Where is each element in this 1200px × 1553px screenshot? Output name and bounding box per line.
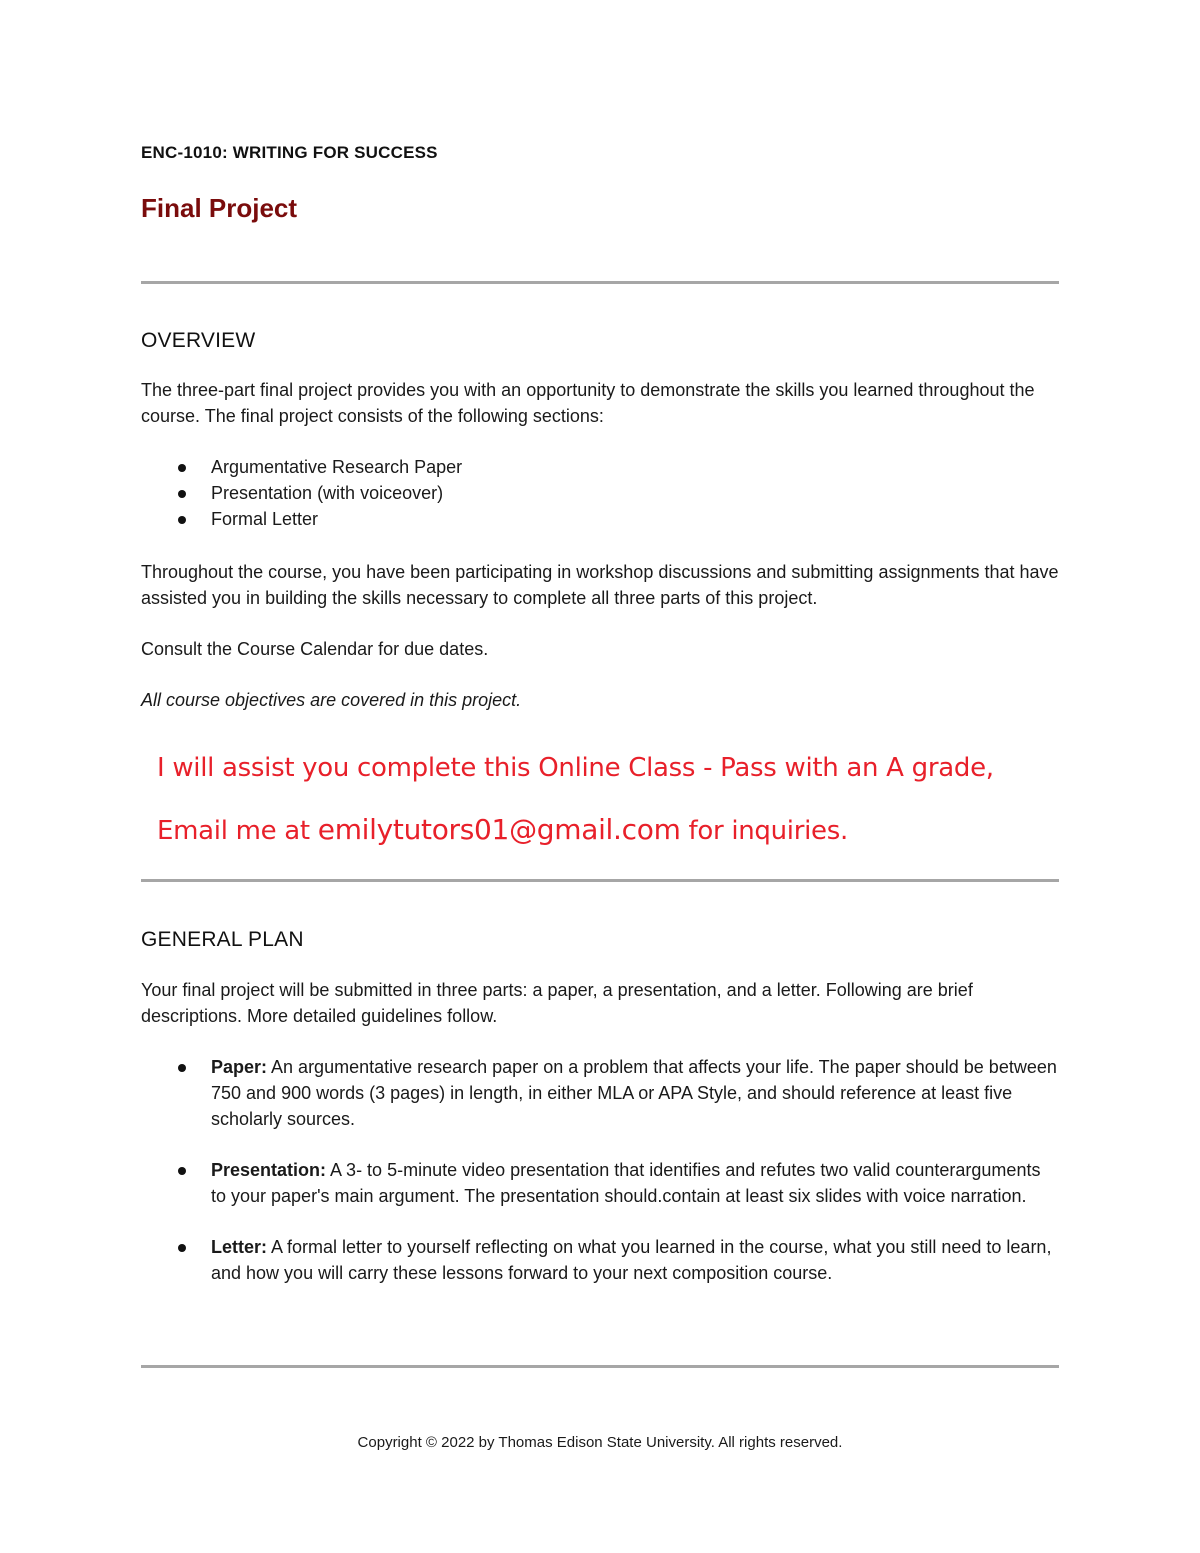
document-title: Final Project bbox=[141, 193, 298, 223]
bullet-icon bbox=[178, 1167, 186, 1175]
list-item-text: A formal letter to yourself reflecting on what you learned in the course, what you still need to learn, and how you will carry these lessons forward to your next composition course. bbox=[211, 1237, 1052, 1283]
list-item-term: Letter: bbox=[211, 1237, 268, 1257]
promo-line-2 bbox=[157, 813, 848, 846]
list-item bbox=[141, 454, 1059, 480]
overview-heading: OVERVIEW bbox=[141, 329, 256, 352]
overview-paragraph-3: Consult the Course Calendar for due dates. bbox=[141, 639, 489, 659]
promo-prefix: Email me at bbox=[157, 816, 318, 846]
promo-line-1: I will assist you complete this Online Class - Pass with an A grade, bbox=[157, 753, 994, 783]
copyright-notice: Copyright © 2022 by Thomas Edison State University. All rights reserved. bbox=[357, 1434, 843, 1451]
list-item bbox=[141, 1054, 1059, 1132]
list-item-text: Formal Letter bbox=[211, 509, 319, 529]
overview-section-list bbox=[141, 454, 1059, 532]
divider-rule bbox=[141, 281, 1059, 284]
list-item bbox=[141, 1157, 1059, 1209]
overview-paragraph-2: Throughout the course, you have been participating in workshop discussions and submitting assignments that have assisted you in building the skills necessary to complete all three parts of this project. bbox=[141, 562, 1059, 608]
general-plan-intro: Your final project will be submitted in three parts: a paper, a presentation, and a letter. Following are brief descriptions. More detailed guidelines follow. bbox=[141, 980, 973, 1026]
list-item-term: Presentation: bbox=[211, 1160, 327, 1180]
bullet-icon bbox=[178, 516, 186, 524]
list-item-text: An argumentative research paper on a problem that affects your life. The paper should be between 750 and 900 words (3 pages) in length, in either MLA or APA Style, and should reference at least five scholarly sources. bbox=[211, 1057, 1057, 1129]
overview-paragraph-4: All course objectives are covered in this project. bbox=[141, 690, 522, 710]
general-plan-list bbox=[141, 1054, 1059, 1311]
bullet-icon bbox=[178, 464, 186, 472]
general-plan-heading: GENERAL PLAN bbox=[141, 928, 304, 951]
divider-rule bbox=[141, 879, 1059, 882]
bullet-icon bbox=[178, 1064, 186, 1072]
list-item-text: Presentation (with voiceover) bbox=[211, 483, 444, 503]
overview-intro: The three-part final project provides you with an opportunity to demonstrate the skills you learned throughout the course. The final project consists of the following sections: bbox=[141, 380, 1035, 426]
promo-suffix: for inquiries. bbox=[680, 816, 848, 846]
list-item bbox=[141, 1234, 1059, 1286]
promo-email[interactable]: emilytutors01@gmail.com bbox=[317, 813, 681, 846]
course-code: ENC-1010: WRITING FOR SUCCESS bbox=[141, 143, 438, 162]
list-item-term: Paper: bbox=[211, 1057, 268, 1077]
divider-rule bbox=[141, 1365, 1059, 1368]
list-item bbox=[141, 480, 1059, 506]
bullet-icon bbox=[178, 490, 186, 498]
list-item-text: Argumentative Research Paper bbox=[211, 457, 463, 477]
list-item bbox=[141, 506, 1059, 532]
list-item-text: A 3- to 5-minute video presentation that identifies and refutes two valid counterarguments to your paper's main argument. The presentation should.contain at least six slides with voice narration. bbox=[211, 1160, 1041, 1206]
bullet-icon bbox=[178, 1244, 186, 1252]
